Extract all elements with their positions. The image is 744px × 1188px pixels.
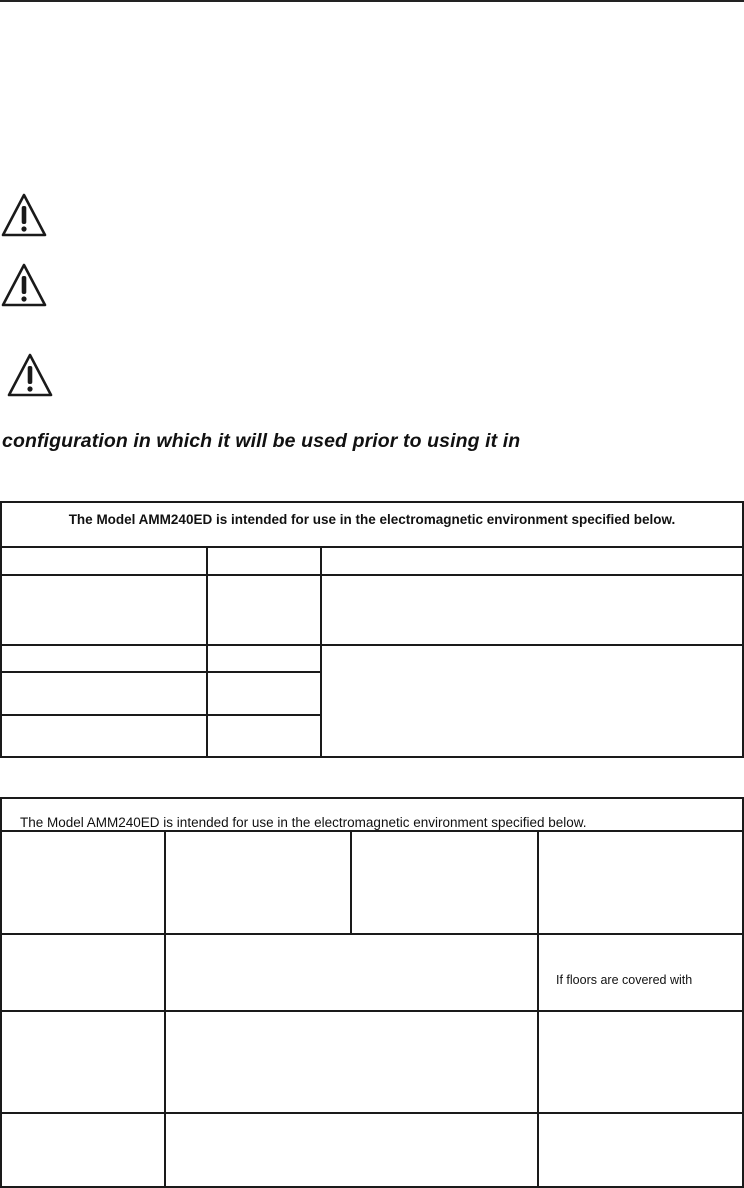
table-row-divider xyxy=(2,1112,742,1114)
table-row-divider xyxy=(2,830,742,832)
top-rule xyxy=(0,0,744,2)
warning-icon-3 xyxy=(6,352,54,398)
table-row-divider xyxy=(2,671,322,673)
table-row-divider xyxy=(2,933,742,935)
table-row-divider xyxy=(2,714,322,716)
esd-guidance-text: If floors are covered with xyxy=(556,973,693,987)
table-column-divider xyxy=(350,830,352,935)
warning-icon-2 xyxy=(0,262,48,308)
table-column-divider xyxy=(206,546,208,756)
table-column-divider xyxy=(537,830,539,1186)
table-caption: The Model AMM240ED is intended for use in the electromagnetic environment specified below. xyxy=(68,512,676,527)
section-heading: configuration in which it will be used prior to using it in xyxy=(2,430,521,452)
warning-triangle-icon xyxy=(0,262,48,308)
table-column-divider xyxy=(164,830,166,1186)
table-row-divider xyxy=(2,546,742,548)
warning-triangle-icon xyxy=(0,192,48,238)
emissions-table xyxy=(0,501,744,758)
table-row-divider xyxy=(2,644,742,646)
table-row-divider xyxy=(2,574,742,576)
table-caption: The Model AMM240ED is intended for use in the electromagnetic environment specified below. xyxy=(20,815,587,830)
warning-triangle-icon xyxy=(6,352,54,398)
warning-icon-1 xyxy=(0,192,48,238)
table-row-divider xyxy=(2,1010,742,1012)
immunity-table xyxy=(0,797,744,1188)
table-column-divider xyxy=(320,546,322,756)
